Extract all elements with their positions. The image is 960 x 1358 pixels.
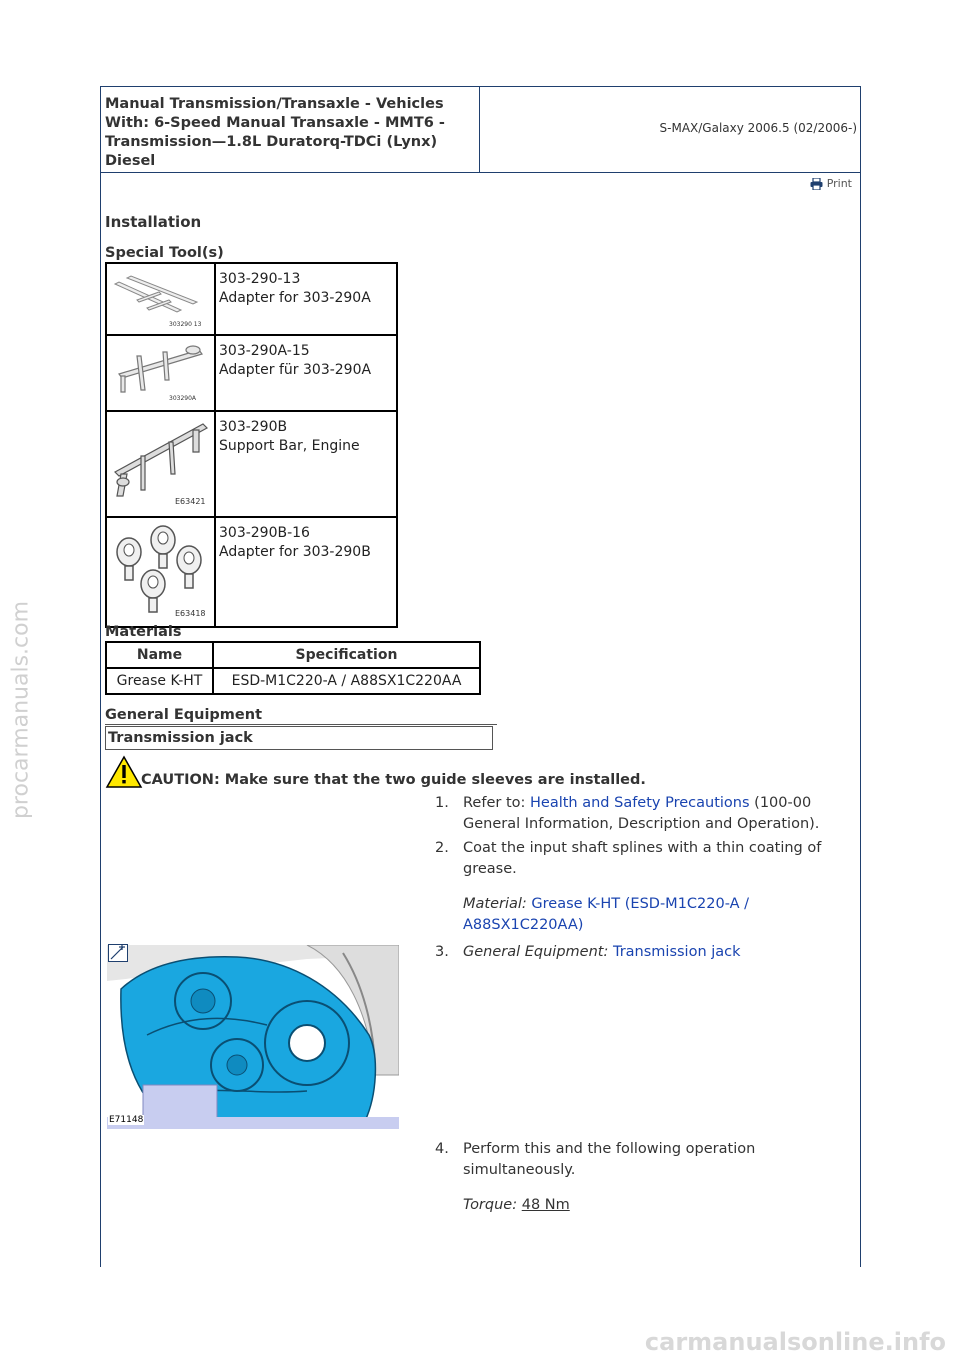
zoom-icon[interactable] (108, 944, 128, 962)
tool-image-adapter (107, 336, 214, 406)
tool-image-code: E63418 (175, 609, 206, 618)
tool-image-code: 303290A (169, 395, 197, 402)
step-number: 1. (435, 795, 449, 811)
watermark-left (6, 560, 36, 860)
step-2 (435, 838, 853, 936)
tool-description: Adapter for 303-290B (219, 544, 371, 560)
column-header: Name (106, 642, 213, 668)
material-spec: ESD-M1C220-A / A88SX1C220AA (213, 668, 480, 694)
step-prefix: Refer to: (463, 795, 530, 811)
step-4 (435, 1139, 853, 1216)
step-suffix: (100-00 General Information, Description and Operation). (463, 795, 820, 832)
tool-image-code: E63421 (175, 497, 206, 506)
general-equipment-heading: General Equipment (105, 707, 263, 723)
materials-heading: Materials (105, 624, 182, 640)
step-1 (435, 793, 853, 835)
grease-link[interactable]: Grease K-HT (ESD-M1C220-A / A88SX1C220AA) (463, 896, 750, 933)
tool-image-cell (106, 517, 215, 627)
tool-row (106, 263, 397, 335)
caution-notice (105, 755, 646, 789)
tool-image-code: 303290 13 (169, 321, 202, 328)
special-tools-table (105, 262, 398, 628)
health-safety-link[interactable]: Health and Safety Precautions (530, 795, 750, 811)
step-number: 4. (435, 1141, 449, 1157)
torque-label: Torque: (463, 1197, 522, 1213)
tool-row (106, 411, 397, 517)
printer-icon (810, 178, 823, 190)
page-frame (100, 86, 861, 1267)
tool-image-support-bar (107, 412, 214, 512)
tool-description: Adapter für 303-290A (219, 362, 372, 378)
step-text: Perform this and the following operation simultaneously. (463, 1141, 756, 1178)
step-body (463, 1139, 853, 1216)
divider (105, 724, 497, 725)
step-body (463, 793, 853, 835)
tool-text-cell (215, 263, 397, 335)
watermark-bottom: carmanualsonline.info (644, 1328, 946, 1356)
tool-image-cell (106, 411, 215, 517)
warning-icon (105, 755, 143, 789)
transmission-image (107, 945, 399, 1129)
print-label[interactable]: Print (826, 177, 852, 190)
step-3 (435, 942, 853, 963)
tool-description: Support Bar, Engine (219, 438, 360, 454)
materials-header-row (106, 642, 480, 668)
watermark-left-text: procarmanuals.com (8, 600, 34, 820)
step-number: 2. (435, 840, 449, 856)
material-name: Grease K-HT (106, 668, 213, 694)
tool-row (106, 335, 397, 411)
equipment-label: General Equipment: (463, 944, 613, 960)
tool-text-cell (215, 335, 397, 411)
step-number: 3. (435, 944, 449, 960)
tool-number: 303-290-13 (219, 271, 301, 287)
tool-number: 303-290B-16 (219, 525, 310, 541)
step-body (463, 942, 853, 963)
tool-description: Adapter for 303-290A (219, 290, 371, 306)
tool-text-cell (215, 411, 397, 517)
tool-text-cell (215, 517, 397, 627)
column-header: Specification (213, 642, 480, 668)
equipment-item: Transmission jack (105, 726, 493, 750)
tool-number: 303-290A-15 (219, 343, 310, 359)
vehicle-model: S-MAX/Galaxy 2006.5 (02/2006-) (659, 121, 857, 135)
materials-table (105, 641, 481, 695)
image-code: E71148 (109, 1115, 144, 1125)
tool-image-cell (106, 263, 215, 335)
page-title: Manual Transmission/Transaxle - Vehicles With: 6-Speed Manual Transaxle - MMT6 - Transmission—1.8L Duratorq-TDCi (Lynx) Diesel (105, 96, 445, 169)
tool-image-lifting-eyes (107, 518, 214, 622)
section-title: Installation (105, 213, 202, 231)
tool-number: 303-290B (219, 419, 288, 435)
transmission-illustration[interactable] (107, 945, 399, 1129)
torque-value[interactable]: 48 Nm (521, 1197, 570, 1213)
tool-row (106, 517, 397, 627)
material-label: Material: (463, 896, 532, 912)
tool-image-cell (106, 335, 215, 411)
special-tools-heading: Special Tool(s) (105, 245, 224, 261)
transmission-jack-link[interactable]: Transmission jack (612, 944, 741, 960)
page-header (101, 87, 860, 173)
tool-image-adapter (107, 264, 214, 330)
table-row (106, 668, 480, 694)
step-body (463, 838, 853, 936)
header-divider (479, 87, 480, 172)
step-text: Coat the input shaft splines with a thin coating of grease. (463, 840, 822, 877)
caution-text: CAUTION: Make sure that the two guide sleeves are installed. (141, 772, 646, 788)
print-button[interactable] (810, 177, 852, 190)
